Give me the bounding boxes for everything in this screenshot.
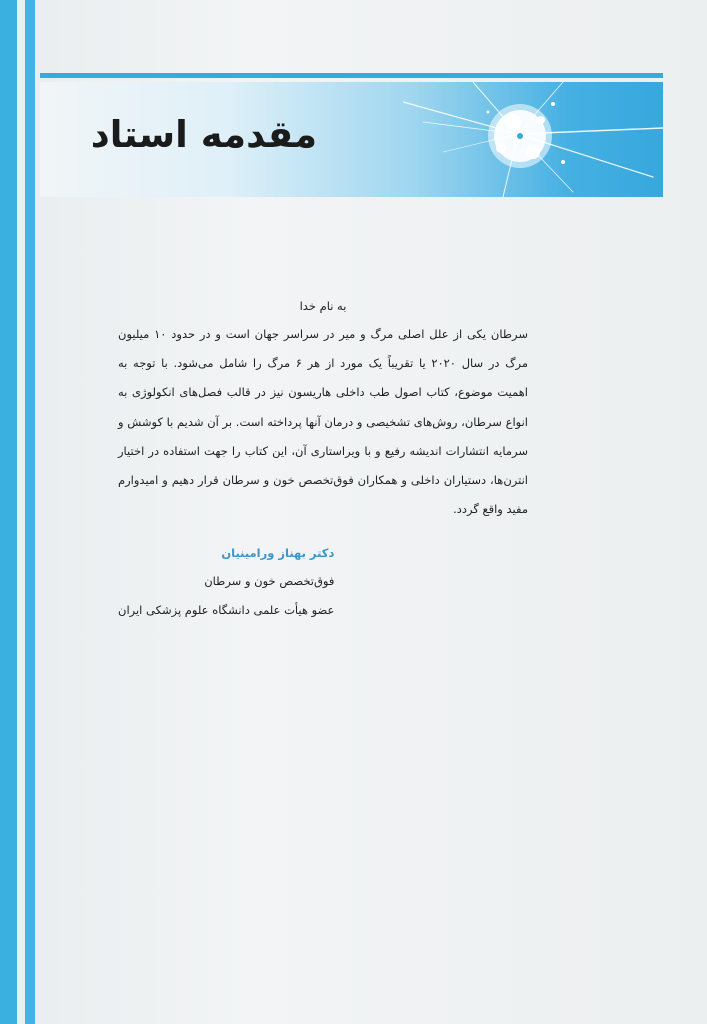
basmala-heading: به نام خدا	[299, 299, 347, 313]
author-name: دکتر بهناز ورامینیان	[221, 546, 335, 560]
left-border-stripe	[0, 0, 17, 1024]
signature-block	[118, 540, 528, 625]
starburst-graphic	[403, 82, 663, 197]
banner-top-line	[40, 73, 663, 78]
author-title: فوق‌تخصص خون و سرطان	[204, 574, 335, 588]
page-title: مقدمه استاد	[90, 113, 317, 156]
preface-body	[118, 296, 528, 524]
author-affiliation: عضو هیأت علمی دانشگاه علوم پزشکی ایران	[118, 603, 335, 617]
left-inner-stripe	[25, 0, 35, 1024]
preface-paragraph: سرطان یکی از علل اصلی مرگ و میر در سراسر جهان است و در حدود ۱۰ میلیون مرگ در سال ۲۰۲۰ یا تقریباً یک مورد از هر ۶ مرگ را شامل می‌شود. با توجه به اهمیت موضوع، کتاب اصول طب داخلی هاریسون نیز در قالب فصل‌های انکولوژی به انواع سرطان، روش‌های تشخیصی و درمان آنها پرداخته است. بر آن شدیم با کوشش و سرمایه انتشارات اندیشه رفیع و با ویراستاری آن، این کتاب را جهت استفاده در اختیار انترن‌ها، دستیاران داخلی و همکاران فوق‌تخصص خون و سرطان قرار دهیم و امیدوارم مفید واقع گردد.	[118, 327, 528, 517]
